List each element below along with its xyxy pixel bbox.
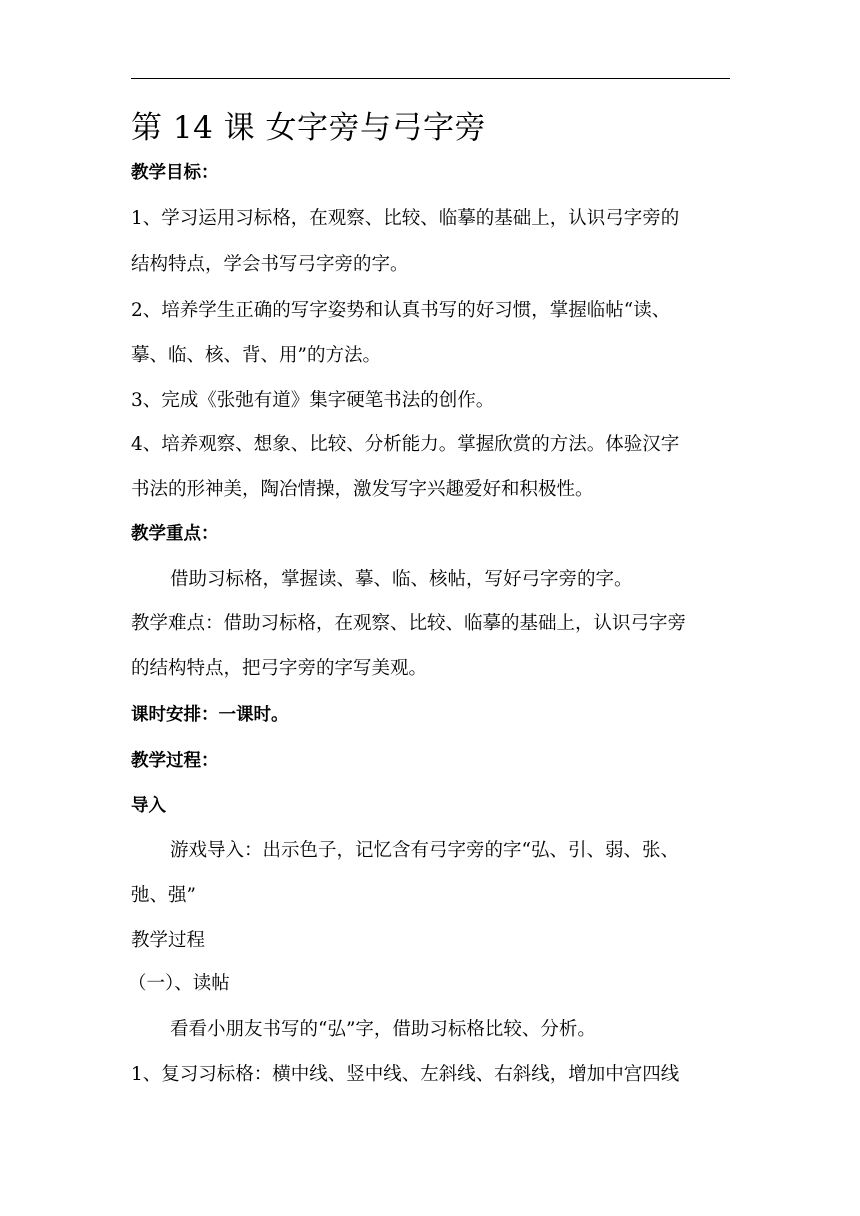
difficulty-line2: 的结构特点，把弓字旁的字写美观。 <box>131 658 428 679</box>
difficulty-line1: 教学难点：借助习标格，在观察、比较、临摹的基础上，认识弓字旁 <box>131 613 687 634</box>
review-grid-line: 1、复习习标格：横中线、竖中线、左斜线、右斜线，增加中宫四线 <box>131 1064 680 1085</box>
objective-2-line2: 摹、临、核、背、用”的方法。 <box>131 345 381 366</box>
intro-line2: 弛、强” <box>131 885 196 906</box>
heading-process: 教学过程： <box>131 751 219 771</box>
objective-3: 3、完成《张弛有道》集字硬笔书法的创作。 <box>131 390 495 411</box>
key-points-text: 借助习标格，掌握读、摹、临、核帖，写好弓字旁的字。 <box>170 569 633 590</box>
process-label: 教学过程 <box>131 930 206 951</box>
header-rule <box>131 78 730 79</box>
heading-key-points: 教学重点： <box>131 524 219 544</box>
objective-1-line2: 结构特点，学会书写弓字旁的字。 <box>131 254 409 275</box>
objective-4-line1: 4、培养观察、想象、比较、分析能力。掌握欣赏的方法。体验汉字 <box>131 434 680 455</box>
objective-1-line1: 1、学习运用习标格，在观察、比较、临摹的基础上，认识弓字旁的 <box>131 208 680 229</box>
lesson-title: 第 14 课 女字旁与弓字旁 <box>131 110 487 146</box>
schedule-heading: 课时安排：一课时。 <box>131 705 289 725</box>
heading-objectives: 教学目标： <box>131 163 219 183</box>
objective-2-line1: 2、培养学生正确的写字姿势和认真书写的好习惯，掌握临帖“读、 <box>131 300 671 321</box>
section-reading: （一）、读帖 <box>128 973 230 994</box>
heading-intro: 导入 <box>131 796 166 816</box>
reading-text: 看看小朋友书写的“弘”字，借助习标格比较、分析。 <box>170 1019 596 1040</box>
objective-4-line2: 书法的形神美，陶冶情操，激发写字兴趣爱好和积极性。 <box>131 479 594 500</box>
intro-line1: 游戏导入：出示色子，记忆含有弓字旁的字“弘、引、弱、张、 <box>170 840 679 861</box>
